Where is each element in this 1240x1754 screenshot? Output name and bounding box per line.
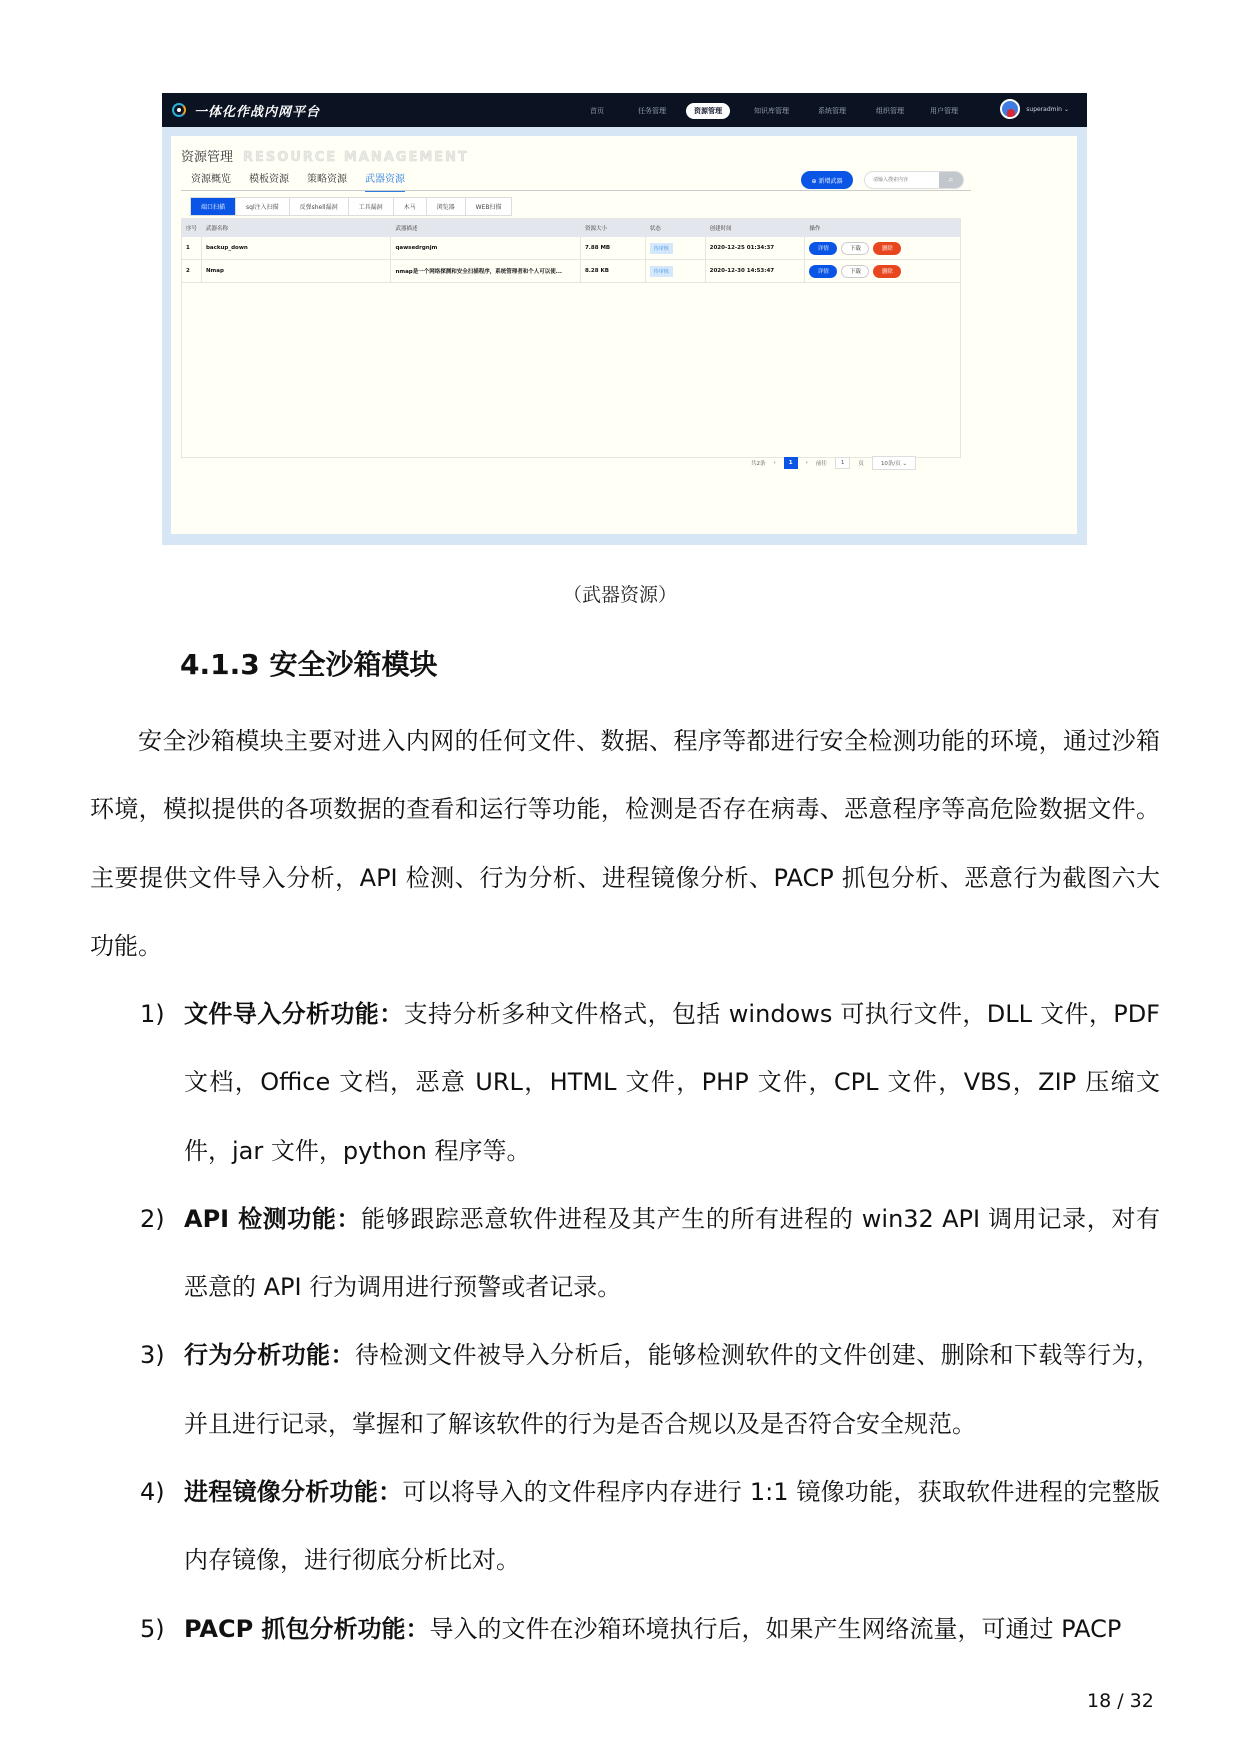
tab-templates[interactable]: 模板资源: [249, 174, 289, 185]
platform-logo-icon: [172, 103, 186, 117]
col-size: 资源大小: [584, 226, 607, 232]
search-box: [864, 171, 964, 189]
brand[interactable]: [172, 101, 320, 120]
nav-item-organization[interactable]: 组织管理: [876, 107, 904, 115]
cell-status: [646, 237, 706, 259]
list-title: 进程镜像分析功能：: [184, 1478, 403, 1507]
subtab-web-scan[interactable]: WEB扫描: [475, 204, 502, 211]
total-count: 共2条: [751, 461, 766, 467]
user-menu[interactable]: [1000, 99, 1069, 119]
top-navbar: [162, 93, 1087, 127]
col-desc: 武器描述: [395, 226, 418, 232]
add-weapon-button[interactable]: ⊕ 新增武器: [801, 171, 853, 189]
pagination: [751, 456, 924, 470]
list-text: 导入的文件在沙箱环境执行后，如果产生网络流量，可通过 PACP: [429, 1614, 1122, 1643]
table-header: [182, 219, 960, 237]
detail-button[interactable]: 详情: [809, 265, 837, 278]
page-1-button[interactable]: 1: [784, 457, 798, 469]
list-text: 可以将导入的文件程序内存进行 1:1 镜像功能，获取软件进程的完整版内存镜像，进行彻底分析比对。: [184, 1478, 1161, 1575]
list-title: PACP 抓包分析功能：: [184, 1614, 430, 1643]
cell-name: backup_down: [202, 237, 392, 259]
list-item: [140, 1185, 1160, 1322]
col-actions: 操作: [809, 226, 821, 232]
page-title-en: RESOURCE MANAGEMENT: [243, 150, 469, 165]
tab-strategies[interactable]: 策略资源: [307, 174, 347, 185]
subtab-tool-vuln[interactable]: 工具漏洞: [349, 198, 394, 215]
list-number: 2): [140, 1204, 165, 1233]
figure-caption: （武器资源）: [562, 584, 677, 606]
feature-list: [140, 980, 1160, 1663]
status-badge: 待审核: [650, 266, 673, 277]
goto-page-input[interactable]: 1: [835, 457, 851, 469]
cell-actions: [805, 260, 960, 282]
cell-created: 2020-12-30 14:53:47: [706, 260, 806, 282]
goto-label: 前往: [815, 461, 827, 467]
list-text: 支持分析多种文件格式，包括 windows 可执行文件，DLL 文件，PDF 文档，Office 文档，恶意 URL，HTML 文件，PHP 文件，CPL 文件，VBS，ZIP 压缩文件，jar 文件，python 程序等。: [184, 1000, 1160, 1165]
col-created: 创建时间: [709, 226, 732, 232]
list-item: [140, 980, 1160, 1185]
list-text: 待检测文件被导入分析后，能够检测软件的文件创建、删除和下载等行为，并且进行记录，掌握和了解该软件的行为是否合规以及是否符合安全规范。: [184, 1341, 1161, 1438]
list-item: [140, 1321, 1160, 1458]
nav-item-resources[interactable]: 资源管理: [686, 103, 730, 119]
section-heading: 4.1.3 安全沙箱模块: [180, 648, 438, 681]
cell-desc: nmap是一个网络探测和安全扫描程序，系统管理者和个人可以使...: [391, 260, 581, 282]
cell-size: 8.28 KB: [581, 260, 646, 282]
nav-item-knowledge[interactable]: 知识库管理: [754, 107, 789, 115]
weapon-table: [181, 218, 961, 458]
table-row: [182, 237, 960, 260]
avatar: [1000, 99, 1020, 119]
list-number: 3): [140, 1341, 165, 1370]
list-text: 能够跟踪恶意软件进程及其产生的所有进程的 win32 API 调用记录，对有恶意的 API 行为调用进行预警或者记录。: [184, 1204, 1161, 1302]
nav-item-home[interactable]: 首页: [590, 107, 604, 115]
subtab-trojan[interactable]: 木马: [394, 198, 427, 215]
embedded-ui-screenshot: [162, 93, 1087, 545]
search-icon[interactable]: ⌕: [939, 172, 963, 188]
nav-item-users[interactable]: 用户管理: [930, 107, 958, 115]
list-title: 文件导入分析功能：: [184, 1000, 404, 1028]
intro-paragraph: 安全沙箱模块主要对进入内网的任何文件、数据、程序等都进行安全检测功能的环境，通过沙箱环境，模拟提供的各项数据的查看和运行等功能，检测是否存在病毒、恶意程序等高危险数据文件。主要提供文件导入分析，API 检测、行为分析、进程镜像分析、PACP 抓包分析、恶意行为截图六大功能。: [90, 727, 1160, 960]
page-title: [181, 146, 469, 165]
cell-status: [646, 260, 706, 282]
search-input[interactable]: [865, 172, 939, 188]
col-name: 武器名称: [205, 226, 228, 232]
subtab-reverse-shell[interactable]: 反弹shell漏洞: [290, 198, 349, 215]
chevron-down-icon: ⌄: [1063, 105, 1069, 113]
download-button[interactable]: 下载: [841, 265, 869, 278]
tab-weapons[interactable]: 武器资源: [365, 170, 405, 192]
list-number: 1): [140, 1000, 165, 1028]
nav-item-tasks[interactable]: 任务管理: [638, 107, 666, 115]
list-title: API 检测功能：: [184, 1204, 362, 1233]
list-item: [140, 1458, 1160, 1595]
cell-index: 1: [182, 237, 202, 259]
resource-panel: [171, 136, 1077, 534]
subtab-port-scan[interactable]: 端口扫描: [191, 198, 236, 215]
cell-size: 7.88 MB: [581, 237, 646, 259]
username: superadmin: [1026, 105, 1062, 113]
tab-overview[interactable]: 资源概览: [191, 174, 231, 185]
status-badge: 待审核: [650, 243, 673, 254]
col-status: 状态: [649, 226, 661, 232]
cell-actions: [805, 237, 960, 259]
table-row: [182, 260, 960, 283]
page-number: 18 / 32: [1087, 1690, 1154, 1712]
nav-item-system[interactable]: 系统管理: [818, 107, 846, 115]
cell-index: 2: [182, 260, 202, 282]
col-index: 序号: [186, 226, 198, 232]
cell-desc: qawsedrgnjm: [391, 237, 581, 259]
list-number: 5): [140, 1614, 165, 1643]
delete-button[interactable]: 删除: [873, 242, 901, 255]
prev-page-icon[interactable]: ‹: [773, 460, 776, 466]
page-title-cn: 资源管理: [181, 150, 234, 165]
page-size-select[interactable]: [872, 456, 916, 470]
list-item: [140, 1595, 1160, 1663]
cell-created: 2020-12-25 01:34:37: [706, 237, 806, 259]
chevron-down-icon: ⌄: [902, 461, 908, 467]
page-size-value: 10条/页: [880, 461, 901, 467]
app-title: 一体化作战内网平台: [194, 104, 321, 120]
subtab-sql-injection[interactable]: sql注入扫描: [236, 198, 290, 215]
cell-name: Nmap: [202, 260, 392, 282]
weapon-category-tabs: [190, 197, 512, 216]
resource-tabs: [191, 170, 423, 192]
next-page-icon[interactable]: ›: [805, 460, 808, 466]
list-title: 行为分析功能：: [184, 1341, 355, 1370]
delete-button[interactable]: 删除: [873, 265, 901, 278]
subtab-browser[interactable]: 浏览器: [427, 198, 466, 215]
detail-button[interactable]: 详情: [809, 242, 837, 255]
list-number: 4): [140, 1478, 165, 1507]
tab-divider: [181, 190, 971, 191]
download-button[interactable]: 下载: [841, 242, 869, 255]
page-suffix: 页: [858, 461, 864, 467]
